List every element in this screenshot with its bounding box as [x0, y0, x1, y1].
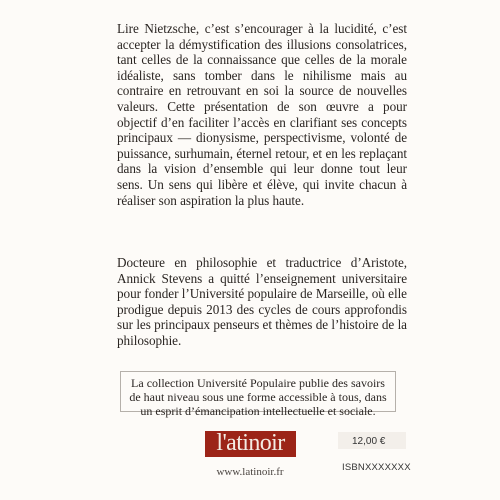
publisher-logo-text: l'atinoir [216, 430, 285, 456]
author-bio-paragraph: Docteure en philosophie et traductrice d’Aristote, Annick Stevens a quitté l’enseignement universitaire pour fonder l’Université populaire de Marseille, où elle prodigue depuis 2013 des cycles de cours approfondis sur les principaux penseurs et thèmes de l’histoire de la philosophie. [117, 255, 407, 348]
summary-paragraph: Lire Nietzsche, c’est s’encourager à la lucidité, c’est accepter la démystification des illusions consolatrices, tant celles de la connaissance que celles de la morale idéaliste, sans tomber dans le nihilisme mais au contraire en retrouvant en soi la source de nouvelles valeurs. Cette présentation de son œuvre a pour objectif d’en faciliter l’accès en clarifiant ses concepts principaux — dionysisme, perspectivisme, volonté de puissance, surhumain, éternel retour, et en les replaçant dans la vision d’ensemble qui leur donne tout leur sens. Un sens qui libère et élève, qui invite chacun à réaliser son aspiration la plus haute. [117, 21, 407, 208]
publisher-website: www.latinoir.fr [216, 466, 284, 478]
isbn-label: ISBNXXXXXXX [342, 462, 411, 473]
collection-note-box [120, 371, 396, 419]
publisher-logo [205, 431, 296, 457]
collection-note-text: La collection Université Populaire publie des savoirs de haut niveau sous une forme accessible à tous, dans un esprit d’émancipation intellectuelle et sociale. [129, 376, 387, 419]
price-label: 12,00 € [352, 436, 386, 447]
